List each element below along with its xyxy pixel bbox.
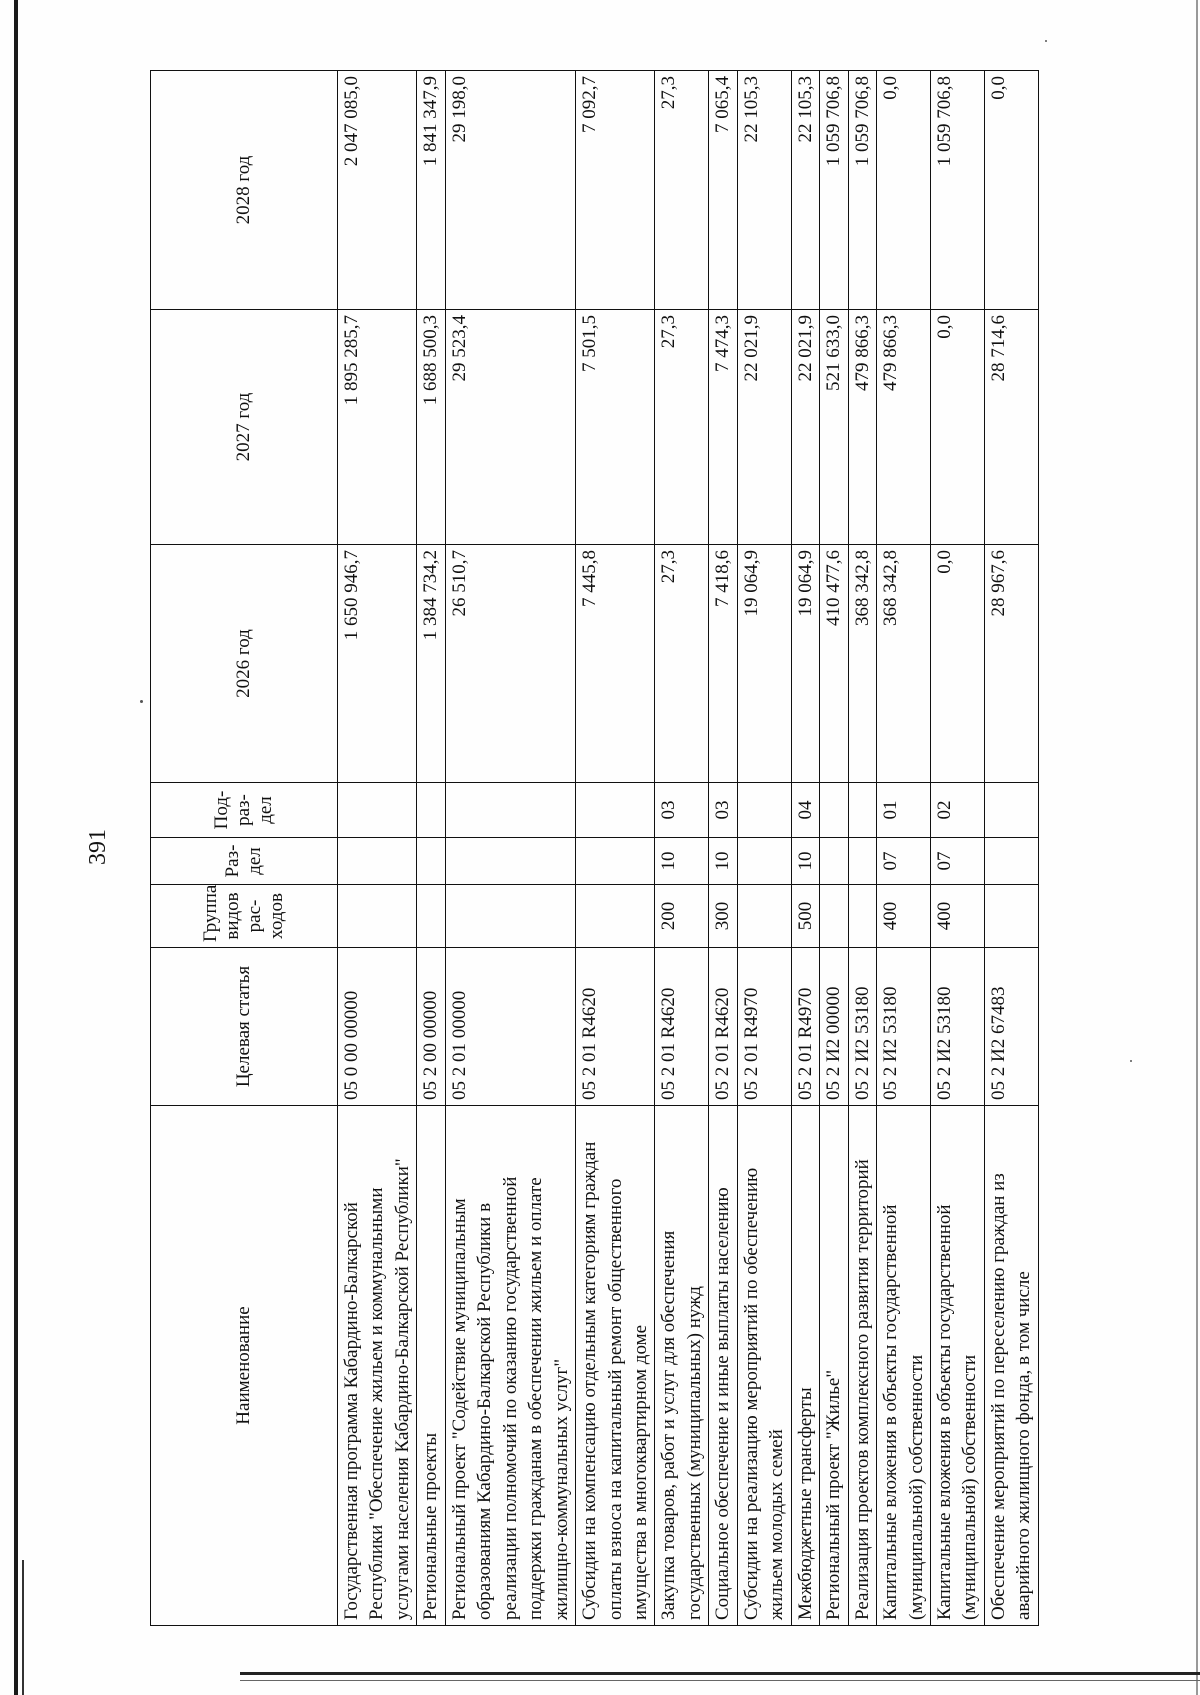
cell-section (984, 838, 1038, 885)
cell-year-2026: 7 445,8 (576, 545, 655, 783)
table-row (930, 71, 984, 1626)
cell-section (820, 838, 848, 885)
scan-edge-right (1196, 0, 1198, 1695)
cell-expense-group (445, 885, 575, 948)
cell-year-2028: 1 841 347,9 (417, 71, 445, 310)
cell-year-2026: 26 510,7 (445, 545, 575, 783)
cell-subsection (820, 783, 848, 838)
table-row (576, 71, 655, 1626)
cell-subsection: 04 (791, 783, 819, 838)
header-year-2026: 2026 год (151, 545, 338, 783)
scan-edge-left (14, 0, 18, 1695)
cell-subsection (338, 783, 417, 838)
header-name: Наименование (151, 1106, 338, 1626)
cell-expense-group (737, 885, 791, 948)
cell-year-2028: 2 047 085,0 (338, 71, 417, 310)
cell-expense-group: 400 (877, 885, 931, 948)
budget-table (150, 70, 1039, 1626)
cell-year-2026: 28 967,6 (984, 545, 1038, 783)
cell-target-article: 05 2 01 R4620 (576, 948, 655, 1106)
scan-speck (1045, 40, 1047, 42)
cell-year-2028: 22 105,3 (791, 71, 819, 310)
cell-section: 10 (655, 838, 709, 885)
cell-year-2026: 1 384 734,2 (417, 545, 445, 783)
header-section: Раз-дел (151, 838, 338, 885)
table-row (820, 71, 848, 1626)
cell-year-2027: 479 866,3 (848, 310, 876, 545)
cell-year-2028: 7 065,4 (709, 71, 737, 310)
cell-section (576, 838, 655, 885)
header-year-2028: 2028 год (151, 71, 338, 310)
cell-expense-group (820, 885, 848, 948)
table-body (338, 71, 1039, 1626)
cell-name: Обеспечение мероприятий по переселению граждан из аварийного жилищного фонда, в том числе (984, 1106, 1038, 1626)
cell-year-2026: 410 477,6 (820, 545, 848, 783)
scan-edge-bottom-thin (240, 1680, 1200, 1681)
cell-expense-group (417, 885, 445, 948)
cell-subsection: 01 (877, 783, 931, 838)
cell-target-article: 05 2 00 00000 (417, 948, 445, 1106)
cell-year-2026: 1 650 946,7 (338, 545, 417, 783)
table-row (417, 71, 445, 1626)
cell-year-2027: 7 474,3 (709, 310, 737, 545)
cell-name: Межбюджетные трансферты (791, 1106, 819, 1626)
cell-expense-group: 300 (709, 885, 737, 948)
cell-name: Субсидии на реализацию мероприятий по обеспечению жильем молодых семей (737, 1106, 791, 1626)
cell-section: 10 (709, 838, 737, 885)
cell-target-article: 05 2 И2 53180 (930, 948, 984, 1106)
scan-edge-bottom (240, 1672, 1200, 1675)
table-row (984, 71, 1038, 1626)
cell-target-article: 05 2 И2 67483 (984, 948, 1038, 1106)
cell-subsection (848, 783, 876, 838)
table-row (791, 71, 819, 1626)
cell-year-2027: 22 021,9 (791, 310, 819, 545)
cell-name: Социальное обеспечение и иные выплаты населению (709, 1106, 737, 1626)
cell-name: Капитальные вложения в объекты государственной (муниципальной) собственности (877, 1106, 931, 1626)
cell-year-2026: 368 342,8 (848, 545, 876, 783)
scan-edge-left-inner (22, 1560, 24, 1695)
table-row (877, 71, 931, 1626)
cell-name: Региональный проект "Жилье" (820, 1106, 848, 1626)
cell-target-article: 05 0 00 00000 (338, 948, 417, 1106)
cell-year-2026: 368 342,8 (877, 545, 931, 783)
cell-target-article: 05 2 01 R4970 (737, 948, 791, 1106)
header-subsection: Под-раз-дел (151, 783, 338, 838)
cell-section (848, 838, 876, 885)
table-row (737, 71, 791, 1626)
cell-name: Государственная программа Кабардино-Балкарской Республики "Обеспечение жильем и коммунальными услугами населения Кабардино-Балкарской Республики" (338, 1106, 417, 1626)
cell-year-2026: 0,0 (930, 545, 984, 783)
cell-year-2028: 29 198,0 (445, 71, 575, 310)
cell-year-2027: 7 501,5 (576, 310, 655, 545)
cell-year-2026: 27,3 (655, 545, 709, 783)
cell-year-2026: 7 418,6 (709, 545, 737, 783)
cell-year-2027: 22 021,9 (737, 310, 791, 545)
cell-name: Региональный проект "Содействие муниципальным образованиям Кабардино-Балкарской Республики в реализации полномочий по оказанию государственной поддержки гражданам в обеспечении жильем и оплате жилищно-коммунальных услуг" (445, 1106, 575, 1626)
cell-subsection: 03 (709, 783, 737, 838)
cell-expense-group (576, 885, 655, 948)
table-row (848, 71, 876, 1626)
cell-subsection (576, 783, 655, 838)
cell-section (737, 838, 791, 885)
header-target-article: Целевая статья (151, 948, 338, 1106)
cell-section: 07 (877, 838, 931, 885)
cell-year-2027: 521 633,0 (820, 310, 848, 545)
cell-year-2026: 19 064,9 (737, 545, 791, 783)
cell-target-article: 05 2 01 R4970 (791, 948, 819, 1106)
cell-expense-group (984, 885, 1038, 948)
cell-target-article: 05 2 И2 53180 (877, 948, 931, 1106)
cell-target-article: 05 2 01 00000 (445, 948, 575, 1106)
cell-name: Субсидии на компенсацию отдельным категориям граждан оплаты взноса на капитальный ремонт общественного имущества в многоквартирном доме (576, 1106, 655, 1626)
cell-year-2027: 28 714,6 (984, 310, 1038, 545)
table-row (709, 71, 737, 1626)
cell-year-2028: 27,3 (655, 71, 709, 310)
cell-expense-group (338, 885, 417, 948)
rotated-landscape-content (45, 62, 1145, 1632)
cell-subsection (445, 783, 575, 838)
cell-section (338, 838, 417, 885)
cell-subsection (417, 783, 445, 838)
cell-expense-group: 400 (930, 885, 984, 948)
cell-section: 07 (930, 838, 984, 885)
cell-year-2028: 0,0 (877, 71, 931, 310)
cell-expense-group: 500 (791, 885, 819, 948)
cell-section (417, 838, 445, 885)
cell-name: Капитальные вложения в объекты государственной (муниципальной) собственности (930, 1106, 984, 1626)
table-row (655, 71, 709, 1626)
table-row (445, 71, 575, 1626)
table-header-row (151, 71, 338, 1626)
cell-name: Реализация проектов комплексного развития территорий (848, 1106, 876, 1626)
cell-year-2028: 1 059 706,8 (930, 71, 984, 310)
cell-year-2028: 1 059 706,8 (848, 71, 876, 310)
cell-year-2027: 0,0 (930, 310, 984, 545)
cell-subsection: 03 (655, 783, 709, 838)
cell-expense-group (848, 885, 876, 948)
cell-year-2027: 1 688 500,3 (417, 310, 445, 545)
cell-year-2027: 479 866,3 (877, 310, 931, 545)
header-year-2027: 2027 год (151, 310, 338, 545)
cell-year-2026: 19 064,9 (791, 545, 819, 783)
cell-year-2027: 29 523,4 (445, 310, 575, 545)
cell-subsection (737, 783, 791, 838)
cell-expense-group: 200 (655, 885, 709, 948)
cell-subsection (984, 783, 1038, 838)
cell-year-2028: 0,0 (984, 71, 1038, 310)
cell-section: 10 (791, 838, 819, 885)
cell-target-article: 05 2 И2 53180 (848, 948, 876, 1106)
cell-name: Региональные проекты (417, 1106, 445, 1626)
cell-section (445, 838, 575, 885)
cell-target-article: 05 2 01 R4620 (655, 948, 709, 1106)
cell-subsection: 02 (930, 783, 984, 838)
cell-year-2028: 22 105,3 (737, 71, 791, 310)
cell-year-2027: 27,3 (655, 310, 709, 545)
cell-target-article: 05 2 01 R4620 (709, 948, 737, 1106)
header-expense-group: Группа видов рас-ходов (151, 885, 338, 948)
cell-name: Закупка товаров, работ и услуг для обеспечения государственных (муниципальных) нужд (655, 1106, 709, 1626)
cell-target-article: 05 2 И2 00000 (820, 948, 848, 1106)
cell-year-2028: 7 092,7 (576, 71, 655, 310)
page-number: 391 (85, 829, 111, 865)
cell-year-2028: 1 059 706,8 (820, 71, 848, 310)
cell-year-2027: 1 895 285,7 (338, 310, 417, 545)
table-row (338, 71, 417, 1626)
